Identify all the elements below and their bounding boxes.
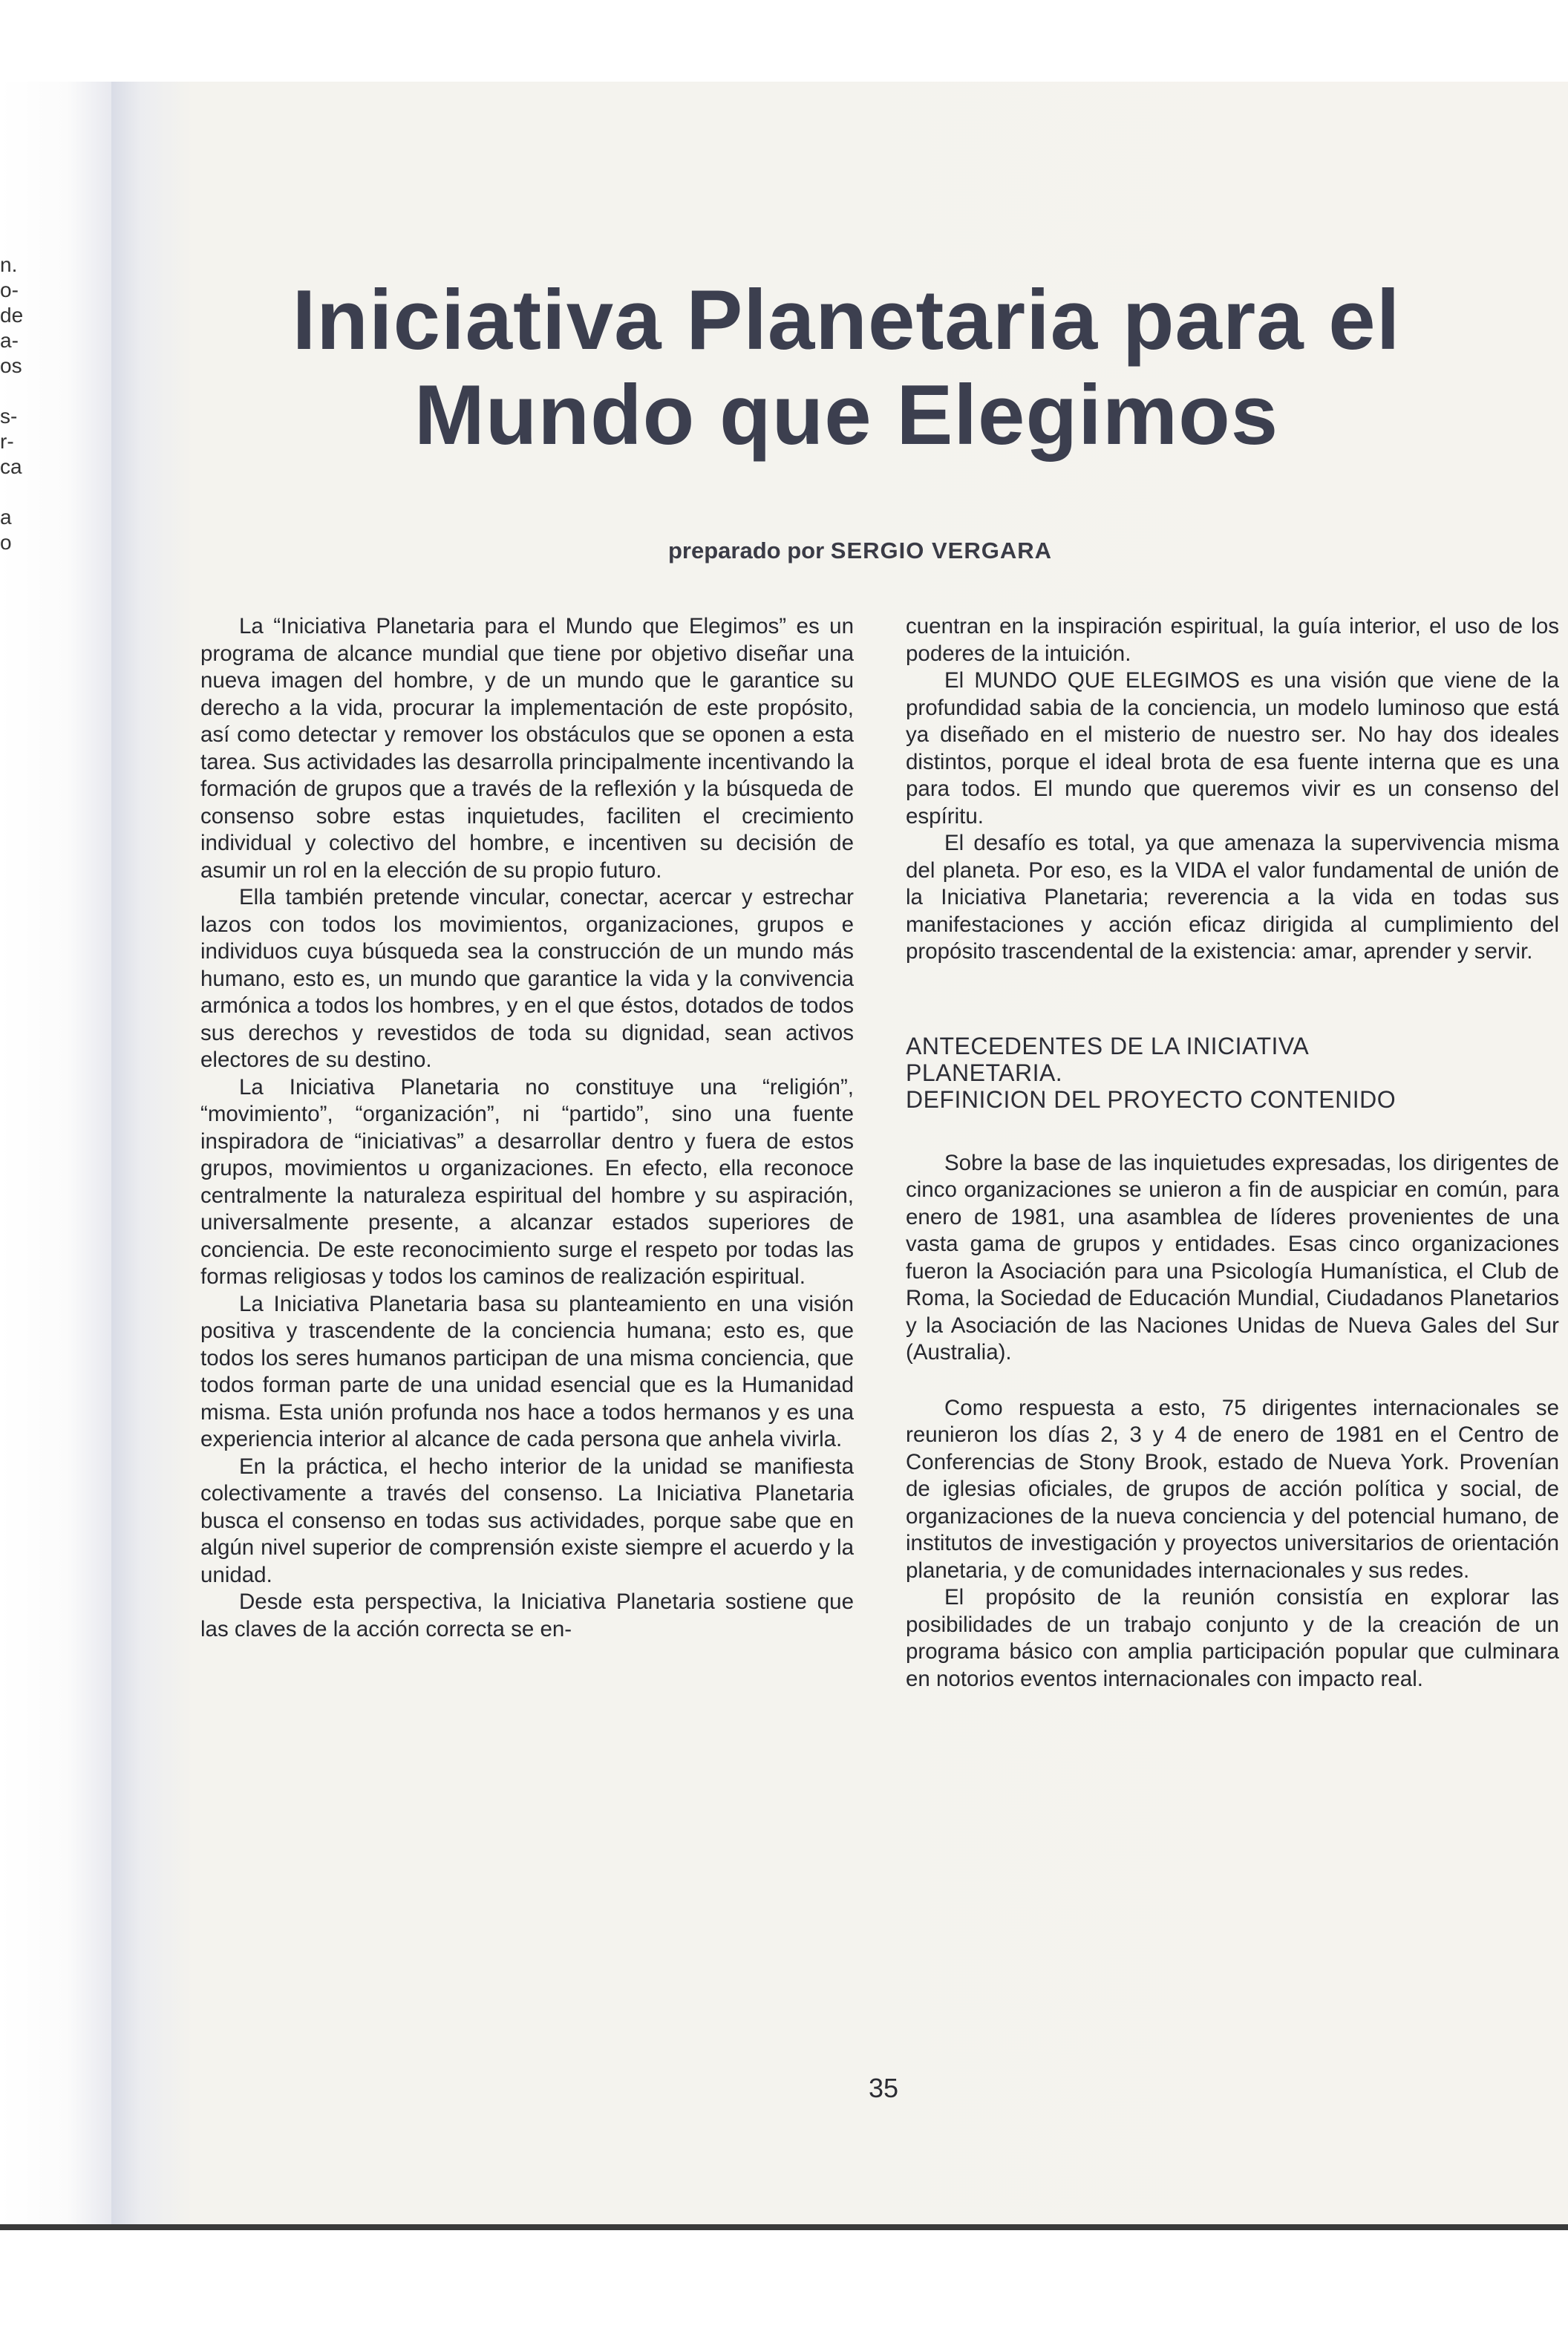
byline-author: SERGIO VERGARA	[830, 538, 1052, 563]
edge-fragment: s-	[0, 405, 18, 428]
scan-edge-shadow	[0, 2224, 1568, 2230]
section-heading-line: DEFINICION DEL PROYECTO CONTENIDO	[906, 1085, 1396, 1113]
paragraph: Sobre la base de las inquietudes expresadas, los dirigentes de cinco organizaciones se unieron a fin de auspiciar en común, para enero de 1981, una asamblea de líderes provenientes de una vasta gama de grupos y entidades. Esas cinco organizaciones fueron la Asociación para una Psicología Humanística, el Club de Roma, la Sociedad de Educación Mundial, Ciudadanos Planetarios y la Asociación de las Naciones Unidas de Nueva Gales del Sur (Australia).	[906, 1150, 1559, 1365]
paragraph-spacer	[906, 1367, 1559, 1395]
paragraph: La Iniciativa Planetaria no constituye una “religión”, “movimiento”, “organización”, ni “partido”, sino una fuente inspiradora de “iniciativas” a desarrollar dentro y fuera de estos grupos, movimientos u organizaciones. En efecto, ella reconoce centralmente la naturaleza espiritual del hombre y su aspiración, universalmente presente, a alcanzar estados superiores de conciencia. De este reconocimiento surge el respeto por todas las formas religiosas y todos los caminos de realización espiritual.	[200, 1074, 854, 1289]
edge-fragment: os	[0, 354, 22, 377]
paragraph: En la práctica, el hecho interior de la unidad se manifiesta colectivamente a través del consenso. La Iniciativa Planetaria busca el consenso en todas sus actividades, porque sabe que en algún nivel superior de comprensión existe siempre el acuerdo y la unidad.	[200, 1454, 854, 1587]
paragraph: El MUNDO QUE ELEGIMOS es una visión que viene de la profundidad sabia de la conciencia, un modelo luminoso que está ya diseñado en el misterio de nuestro ser. No hay dos ideales distintos, porque el ideal brota de esa fuente interna que es una para todos. El mundo que queremos vivir es un consenso del espíritu.	[906, 668, 1559, 829]
previous-page-text-fragments	[0, 252, 25, 555]
scan-margin-bottom	[0, 2230, 1568, 2346]
edge-fragment: o	[0, 531, 12, 554]
left-column	[200, 613, 854, 1643]
paragraph: Ella también pretende vincular, conectar, acercar y estrechar lazos con todos los movimientos, organizaciones, grupos e individuos cuya búsqueda sea la construcción de un mundo más humano, esto es, un mundo que garantice la vida y la convivencia armónica a todos los hombres, y en el que éstos, dotados de todos sus derechos y revestidos de toda su dignidad, sean activos electores de su destino.	[200, 885, 854, 1072]
edge-fragment: a	[0, 506, 12, 529]
paragraph: El propósito de la reunión consistía en explorar las posibilidades de un trabajo conjunto y de la creación de un programa básico con amplia participación popular que culminara en notorios eventos internacionales con impacto real.	[906, 1585, 1559, 1691]
byline	[668, 538, 1188, 564]
article-title-line-1: Iniciativa Planetaria para el	[292, 273, 1401, 367]
edge-fragment: a-	[0, 329, 19, 352]
edge-fragment: de	[0, 304, 24, 327]
article-title	[245, 273, 1448, 463]
page-number: 35	[868, 2073, 899, 2103]
section-heading-line: PLANETARIA.	[906, 1059, 1063, 1086]
edge-fragment: ca	[0, 455, 22, 478]
paragraph: La Iniciativa Planetaria basa su planteamiento en una visión positiva y trascendente de la conciencia humana; esto es, que todos los seres humanos participan de una misma conciencia, que todos forman parte de una unidad esencial que es la Humanidad misma. Esta unión profunda nos hace a todos hermanos y es una experiencia interior al alcance de cada persona que anhela vivirla.	[200, 1291, 854, 1451]
right-column	[906, 613, 1559, 1693]
paragraph: La “Iniciativa Planetaria para el Mundo que Elegimos” es un programa de alcance mundial que tiene por objetivo diseñar una nueva imagen del hombre, y de un mundo que le garantice su derecho a la vida, procurar la implementación de este propósito, así como detectar y remover los obstáculos que se oponen a esta tarea. Sus actividades las desarrolla principalmente incentivando la formación de grupos que a través de la reflexión y la búsqueda de consenso sobre estas inquietudes, faciliten el crecimiento individual y colectivo del hombre, e incentiven su decisión de asumir un rol en la elección de su propio futuro.	[200, 614, 854, 883]
paragraph-continuation: cuentran en la inspiración espiritual, la guía interior, el uso de los poderes de la intuición.	[906, 614, 1559, 666]
byline-prefix: preparado por	[668, 538, 825, 563]
paragraph: Desde esta perspectiva, la Iniciativa Planetaria sostiene que las claves de la acción correcta se en-	[200, 1589, 854, 1641]
edge-fragment: n.	[0, 253, 18, 276]
article-title-line-2: Mundo que Elegimos	[414, 368, 1279, 463]
section-heading	[906, 1033, 1559, 1113]
paragraph: Como respuesta a esto, 75 dirigentes internacionales se reunieron los días 2, 3 y 4 de enero de 1981 en el Centro de Conferencias de Stony Brook, estado de Nueva York. Provenían de iglesias oficiales, de grupos de acción política y social, de organizaciones de la nueva conciencia y del potencial humano, de institutos de investigación y proyectos universitarios de orientación planetaria, y de comunidades internacionales y sus redes.	[906, 1395, 1559, 1583]
paragraph: El desafío es total, ya que amenaza la supervivencia misma del planeta. Por eso, es la VIDA el valor fundamental de unión de la Iniciativa Planetaria; reverencia a la vida en todas sus manifestaciones y acción eficaz dirigida al cumplimiento del propósito trascendental de la existencia: amar, aprender y servir.	[906, 831, 1559, 964]
scan-margin-top	[0, 0, 1568, 82]
edge-fragment: r-	[0, 430, 14, 453]
section-heading-line: ANTECEDENTES DE LA INICIATIVA	[906, 1032, 1310, 1059]
edge-fragment	[0, 480, 25, 505]
edge-fragment	[0, 379, 25, 404]
edge-fragment: o-	[0, 278, 19, 301]
